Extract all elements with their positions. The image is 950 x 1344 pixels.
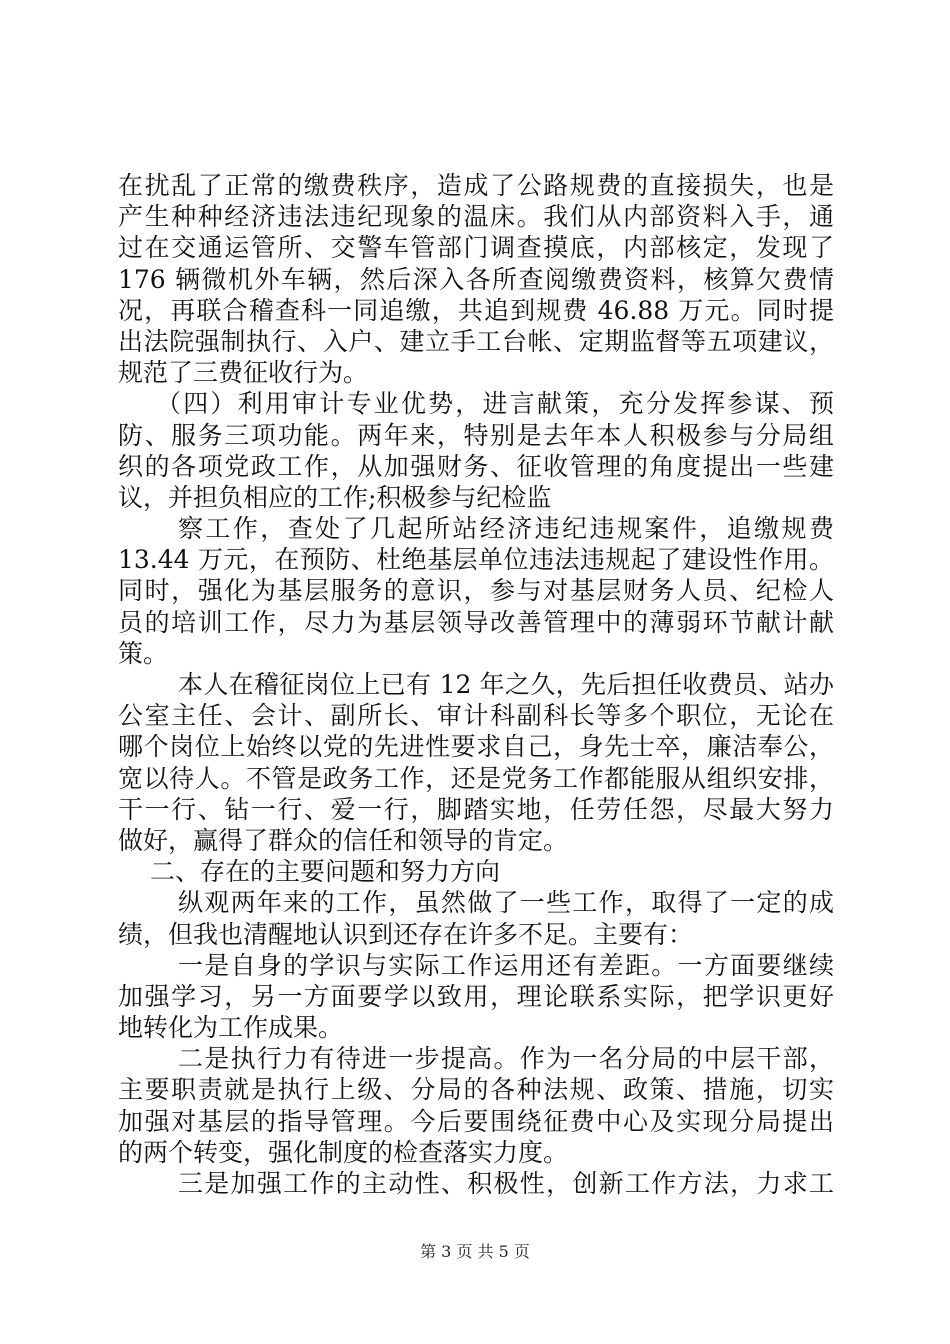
text-line: 纵观两年来的工作，虽然做了一些工作，取得了一定的成 (178, 888, 834, 918)
text-line: 员的培训工作，尽力为基层领导改善管理中的薄弱环节献计献 (118, 607, 834, 637)
text-line: 规范了三费征收行为。 (118, 358, 369, 388)
text-line: 防、服务三项功能。两年来，特别是去年本人积极参与分局组 (118, 420, 834, 450)
text-line: 产生种种经济违法违纪现象的温床。我们从内部资料入手，通 (118, 202, 834, 232)
page-footer: 第 3 页 共 5 页 (420, 1242, 530, 1261)
text-line: 宽以待人。不管是政务工作，还是党务工作都能服从组织安排， (118, 763, 834, 793)
text-line: 加强学习，另一方面要学以致用，理论联系实际，把学识更好 (118, 981, 834, 1011)
text-line: 本人在稽征岗位上已有 12 年之久，先后担任收费员、站办 (178, 670, 834, 699)
text-line: 主要职责就是执行上级、分局的各种法规、政策、措施，切实 (118, 1075, 834, 1105)
text-line: 察工作，查处了几起所站经济违纪违规案件，追缴规费 (178, 514, 834, 544)
text-line: 的两个转变，强化制度的检查落实力度。 (118, 1137, 569, 1167)
text-line: 在扰乱了正常的缴费秩序，造成了公路规费的直接损失，也是 (118, 171, 834, 200)
text-line: 出法院强制执行、入户、建立手工台帐、定期监督等五项建议， (118, 326, 834, 356)
text-line: 织的各项党政工作，从加强财务、征收管理的角度提出一些建 (118, 451, 834, 481)
document-body (118, 170, 834, 1199)
text-line: 过在交通运管所、交警车管部门调查摸底，内部核定，发现了 (118, 233, 834, 263)
text-line: 三是加强工作的主动性、积极性，创新工作方法，力求工 (178, 1169, 834, 1198)
text-line: 绩，但我也清醒地认识到还存在许多不足。主要有： (118, 919, 694, 949)
text-line: 地转化为工作成果。 (118, 1013, 344, 1043)
text-line: 议，并担负相应的工作;积极参与纪检监 (118, 482, 552, 512)
text-line: 13.44 万元，在预防、杜绝基层单位违法违规起了建设性作用。 (118, 545, 834, 575)
text-line: 一是自身的学识与实际工作运用还有差距。一方面要继续 (178, 950, 834, 980)
text-line: （四）利用审计专业优势，进言献策，充分发挥参谋、预 (156, 389, 834, 419)
text-line: 176 辆微机外车辆，然后深入各所查阅缴费资料，核算欠费情 (118, 264, 834, 294)
text-line: 二是执行力有待进一步提高。作为一名分局的中层干部， (178, 1044, 834, 1074)
text-line: 干一行、钻一行、爱一行，脚踏实地，任劳任怨，尽最大努力 (118, 794, 834, 824)
text-line: 公室主任、会计、副所长、审计科副科长等多个职位，无论在 (118, 701, 834, 731)
text-line: 况，再联合稽查科一同追缴，共追到规费 46.88 万元。同时提 (118, 295, 834, 325)
text-line: 做好，赢得了群众的信任和领导的肯定。 (118, 825, 569, 855)
text-line: 加强对基层的指导管理。今后要围绕征费中心及实现分局提出 (118, 1106, 834, 1136)
text-line: 同时，强化为基层服务的意识，参与对基层财务人员、纪检人 (118, 576, 834, 606)
text-line: 哪个岗位上始终以党的先进性要求自己，身先士卒，廉洁奉公， (118, 732, 834, 762)
text-line: 策。 (118, 638, 169, 668)
text-line: 二、存在的主要问题和努力方向 (150, 857, 501, 887)
